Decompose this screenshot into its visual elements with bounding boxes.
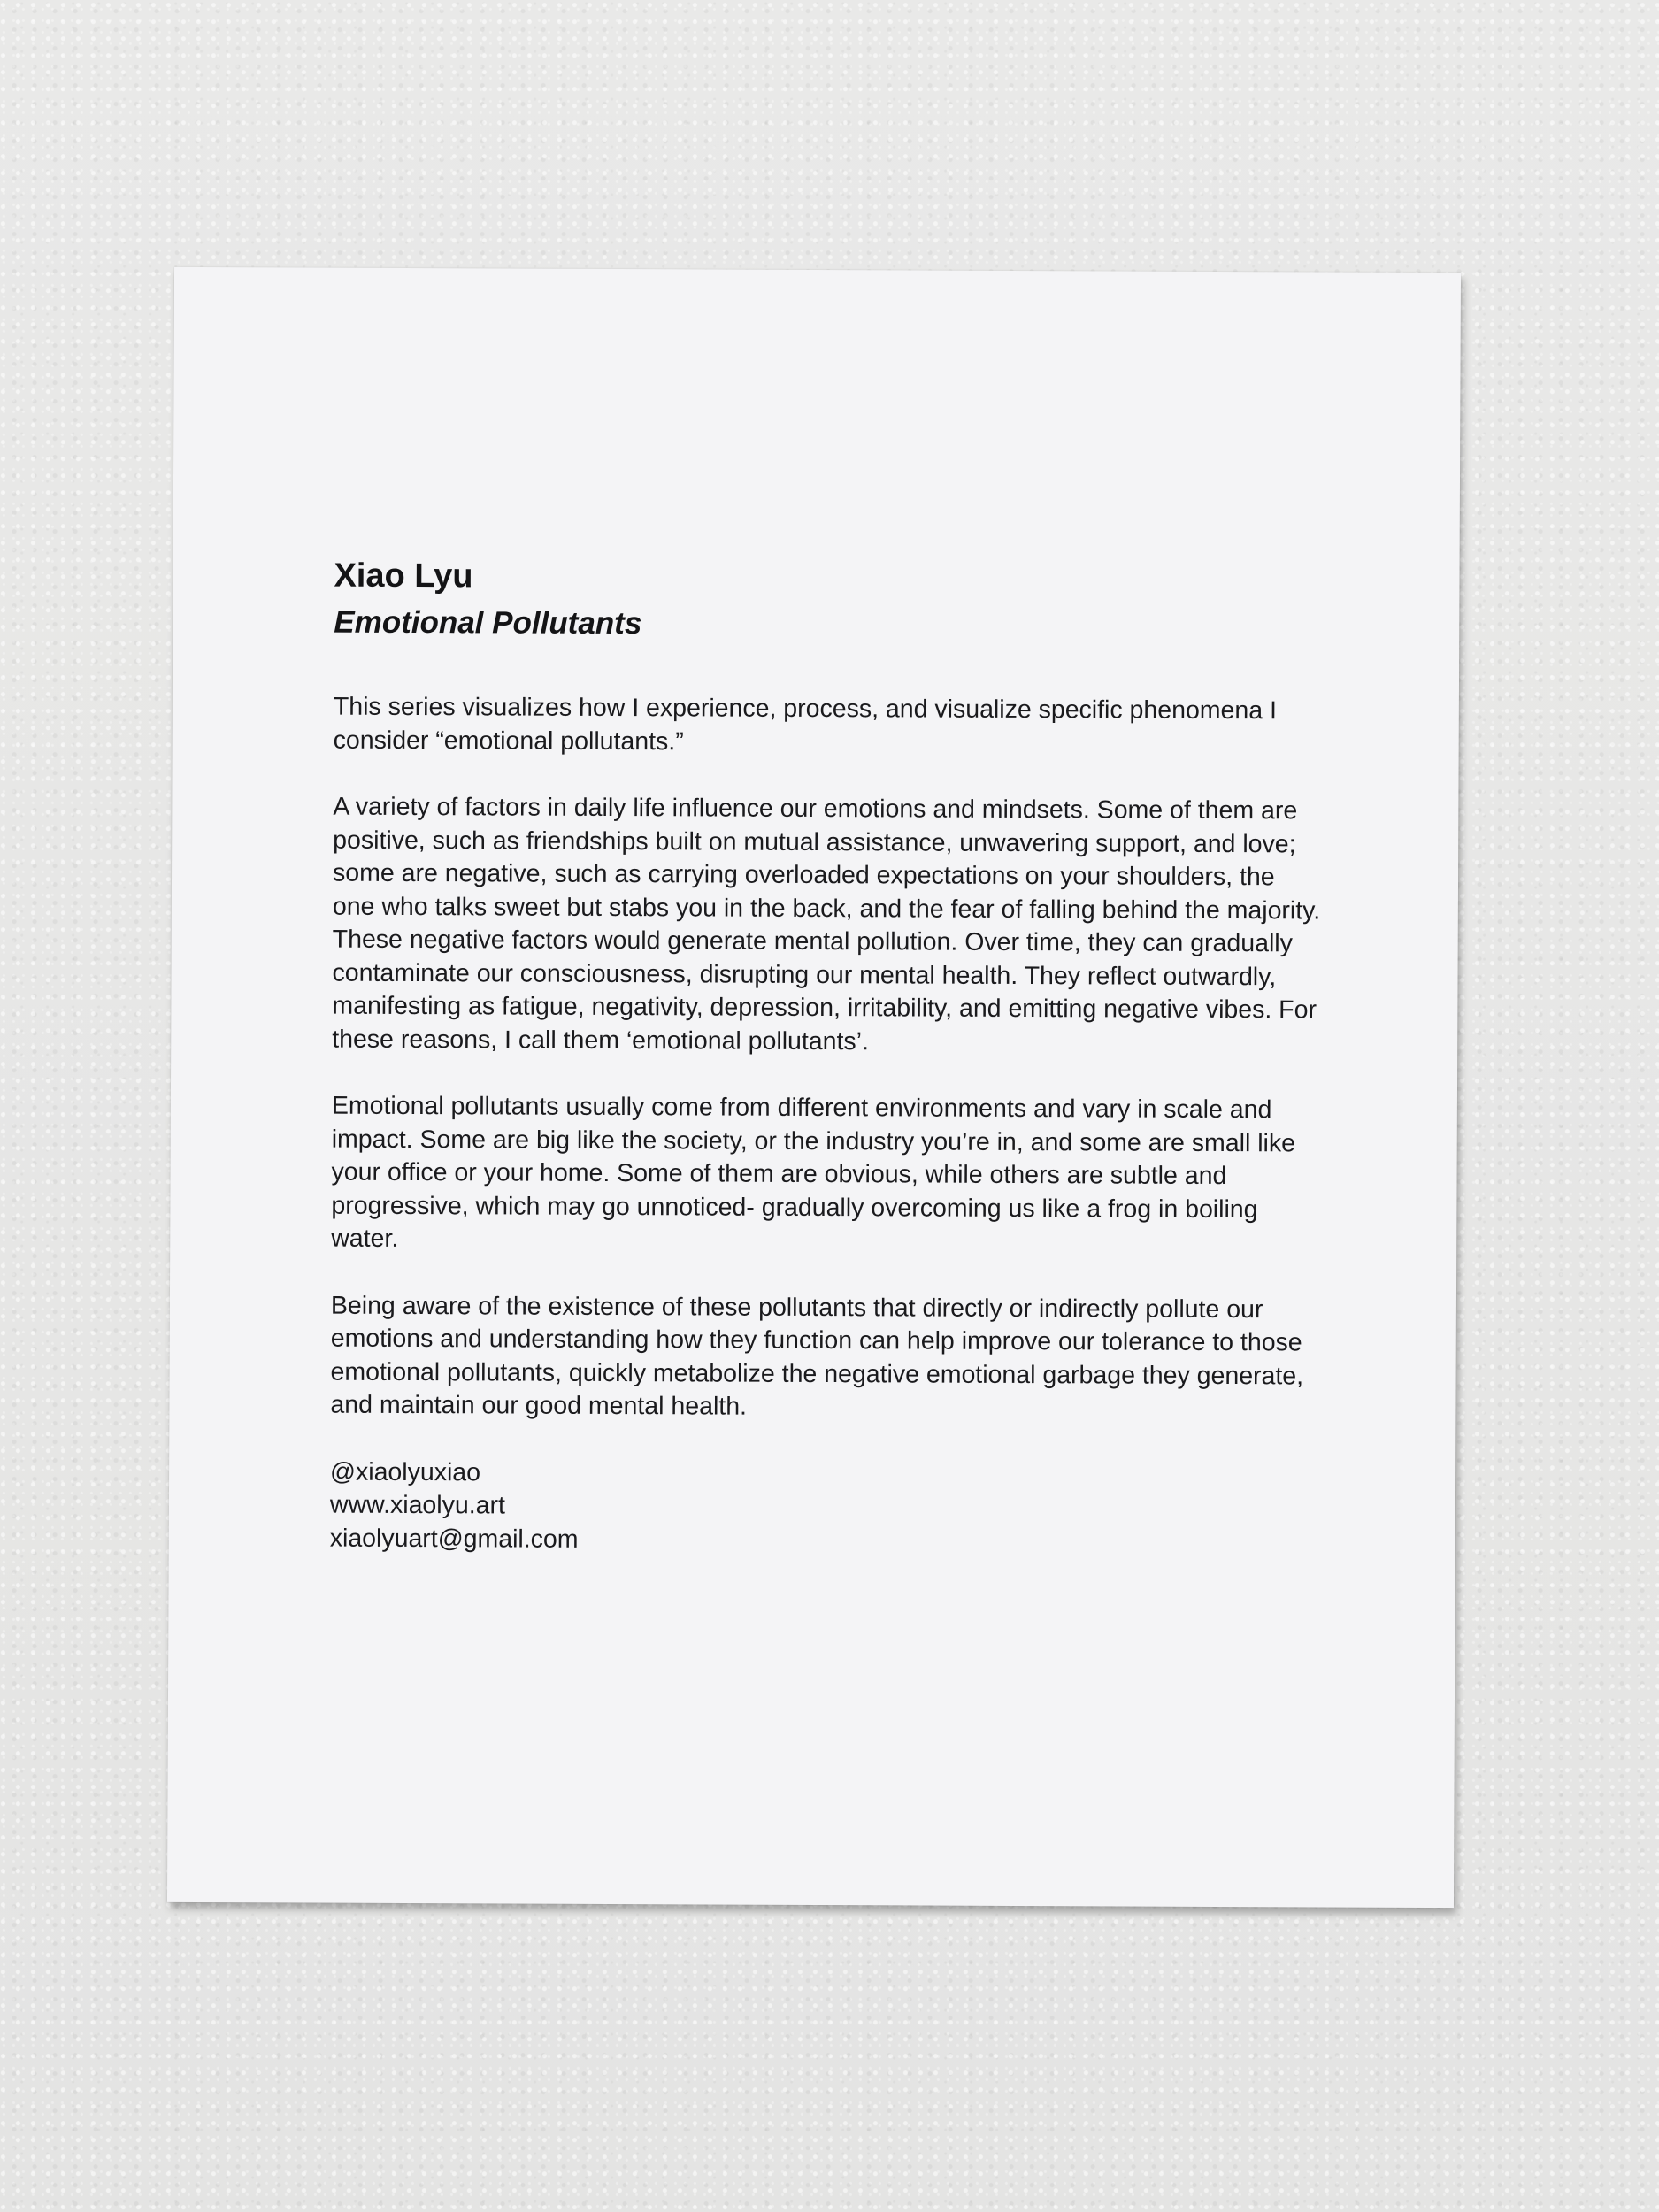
- placard-content: [330, 556, 1325, 1560]
- wall-placard-sheet: [167, 267, 1461, 1908]
- statement-body: [330, 691, 1325, 1426]
- work-title: Emotional Pollutants: [334, 604, 642, 641]
- artist-name: Xiao Lyu: [334, 557, 473, 595]
- instagram-handle: @xiaolyuxiao: [330, 1457, 481, 1486]
- contact-block: [330, 1455, 1321, 1559]
- email-address: xiaolyuart@gmail.com: [329, 1524, 579, 1554]
- website-url: www.xiaolyu.art: [329, 1490, 505, 1520]
- statement-paragraph-1: This series visualizes how I experience, process, and visualize specific phenomena I consider “emotional pollutants.”: [333, 692, 1278, 756]
- statement-paragraph-4: Being aware of the existence of these pollutants that directly or indirectly pollute our emotions and understanding how they function can help improve our tolerance to those emotional pollutants, quickly metabolize the negative emotional garbage they generate, and maintain our good mental health.: [330, 1291, 1304, 1421]
- statement-paragraph-3: Emotional pollutants usually come from different environments and vary in scale and impact. Some are big like the society, or the industry you’re in, and some are small like your office or your home. Some of them are obvious, while others are subtle and progressive, which may go unnoticed- gradually overcoming us like a frog in boiling water.: [331, 1091, 1296, 1253]
- statement-paragraph-2: A variety of factors in daily life influence our emotions and mindsets. Some of them are positive, such as friendships built on mutual assistance, unwavering support, and love; some are negative, such as carrying overloaded expectations on your shoulders, the one who talks sweet but stabs you in the back, and the fear of falling behind the majority. These negative factors would generate mental pollution. Over time, they can gradually contaminate our consciousness, disrupting our mental health. They reflect outwardly, manifesting as fatigue, negativity, depression, irritability, and emitting negative vibes. For these reasons, I call them ‘emotional pollutants’.: [332, 792, 1321, 1056]
